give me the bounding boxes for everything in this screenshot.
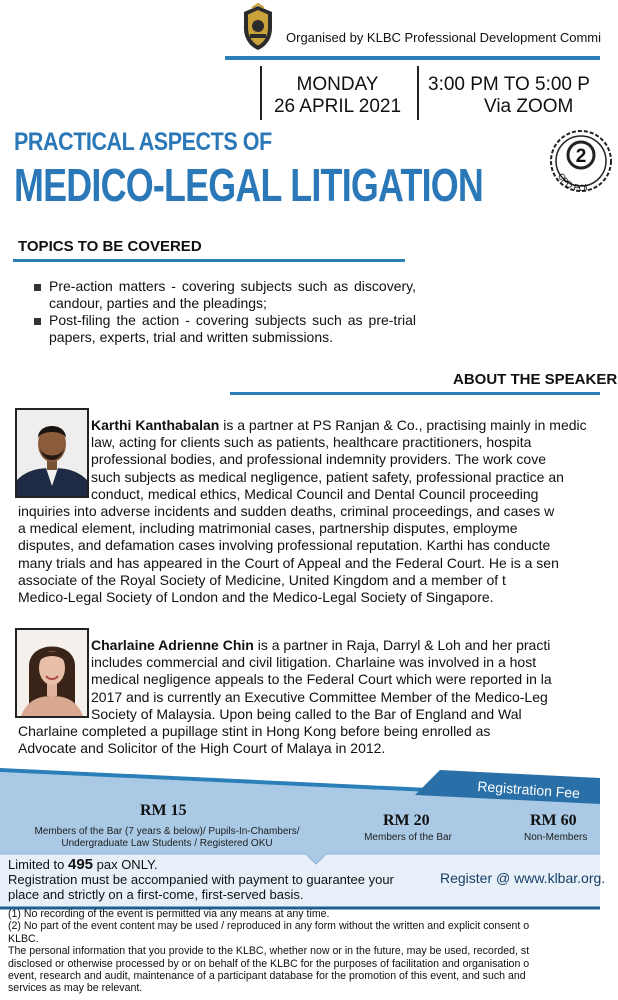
topics-list: [34, 278, 416, 346]
topics-divider: [13, 259, 405, 262]
title-line-1: PRACTICAL ASPECTS OF: [14, 128, 272, 156]
speaker-1-name: Karthi Kanthabalan: [91, 417, 220, 433]
event-venue: Via ZOOM: [484, 96, 574, 117]
speakers-divider: [230, 392, 600, 395]
title-line-2: MEDICO-LEGAL LITIGATION: [14, 159, 484, 211]
cpd-points-label: CPD POI: [555, 171, 589, 194]
topics-heading: TOPICS TO BE COVERED: [18, 238, 202, 255]
fee-price: RM 20: [383, 812, 430, 829]
svg-text:CPD POI: [556, 171, 589, 193]
cpd-points-stamp: [548, 128, 614, 194]
registration-terms: Limited to 495 pax ONLY. Registration must be accompanied with payment to guarantee your place and strictly on a first-come, first-served basis.: [8, 856, 394, 902]
speaker-1-bio: Karthi Kanthabalan is a partner at PS Ranjan & Co., practising mainly in medic law, acting for clients such as patients, healthcare practitioners, hospita professional bodies, and professional indemnity providers. The work cove such subjects as medical negligence, patient safety, professional practice an conduct, medical ethics, Medical Council and Dental Council proceeding inquiries into adverse incidents and sudden deaths, criminal proceedings, and cases w a medical element, including matrimonial cases, partnership disputes, employme disputes, and defamation cases involving professional reputation. Karthi has conducte many trials and has appeared in the Court of Appeal and the Federal Court. He is a sen associate of the Royal Society of Medicine, United Kingdom and a member of t Medico-Legal Society of London and the Medico-Legal Society of Singapore.: [18, 417, 587, 606]
organiser-text: Organised by KLBC Professional Development Commi: [286, 30, 602, 45]
disclaimer-notes: (1) No recording of the event is permitted via any means at any time. (2) No part of the event content may be used / reproduced in any form without the written and explicit consent o KLBC. The personal information that you provide to the KLBC, whether now or in the future, may be used, recorded, st disclosed or otherwise processed by or on behalf of the KLBC for the purposes of facilitation and organisation o event, research and audit, maintenance of a participant database for the promotion of this event, and such and services as may be relevant.: [8, 908, 530, 995]
fee-description: Members of the Bar (7 years & below)/ Pupils-In-Chambers/ Undergraduate Law Students / Registered OKU: [34, 826, 300, 849]
fee-description: Members of the Bar: [364, 832, 452, 843]
speaker-2-name: Charlaine Adrienne Chin: [91, 637, 254, 653]
event-date: 26 APRIL 2021: [273, 96, 402, 117]
cpd-points-value: 2: [575, 146, 587, 167]
klbc-logo-icon: [238, 4, 278, 52]
topic-item: Post-filing the action - covering subjects such as pre-trial papers, experts, trial and written submissions.: [34, 312, 416, 346]
fee-price: RM 15: [140, 802, 187, 819]
header-divider: [225, 56, 600, 60]
event-time: 3:00 PM TO 5:00 P: [428, 74, 590, 95]
fee-description: Non-Members: [524, 832, 588, 843]
event-day: MONDAY: [296, 74, 379, 95]
registration-fee-label: Registration Fee: [476, 778, 581, 802]
fee-price: RM 60: [530, 812, 577, 829]
pax-limit: 495: [67, 856, 94, 873]
speakers-heading: ABOUT THE SPEAKER: [453, 371, 618, 388]
speaker-2-bio: Charlaine Adrienne Chin is a partner in Raja, Darryl & Loh and her practi includes commercial and civil litigation. Charlaine was involved in a host medical negligence appeals to the Federal Court which were reported in la 2017 and is currently an Executive Committee Member of the Medico-Leg Society of Malaysia. Upon being called to the Bar of England and Wal Charlaine completed a pupillage stint in Hong Kong before being enrolled as Advocate and Solicitor of the High Court of Malaya in 2012.: [18, 637, 552, 757]
topic-item: Pre-action matters - covering subjects such as discovery, candour, parties and the pleadings;: [34, 278, 416, 312]
register-link[interactable]: Register @ www.klbar.org.: [440, 870, 606, 886]
